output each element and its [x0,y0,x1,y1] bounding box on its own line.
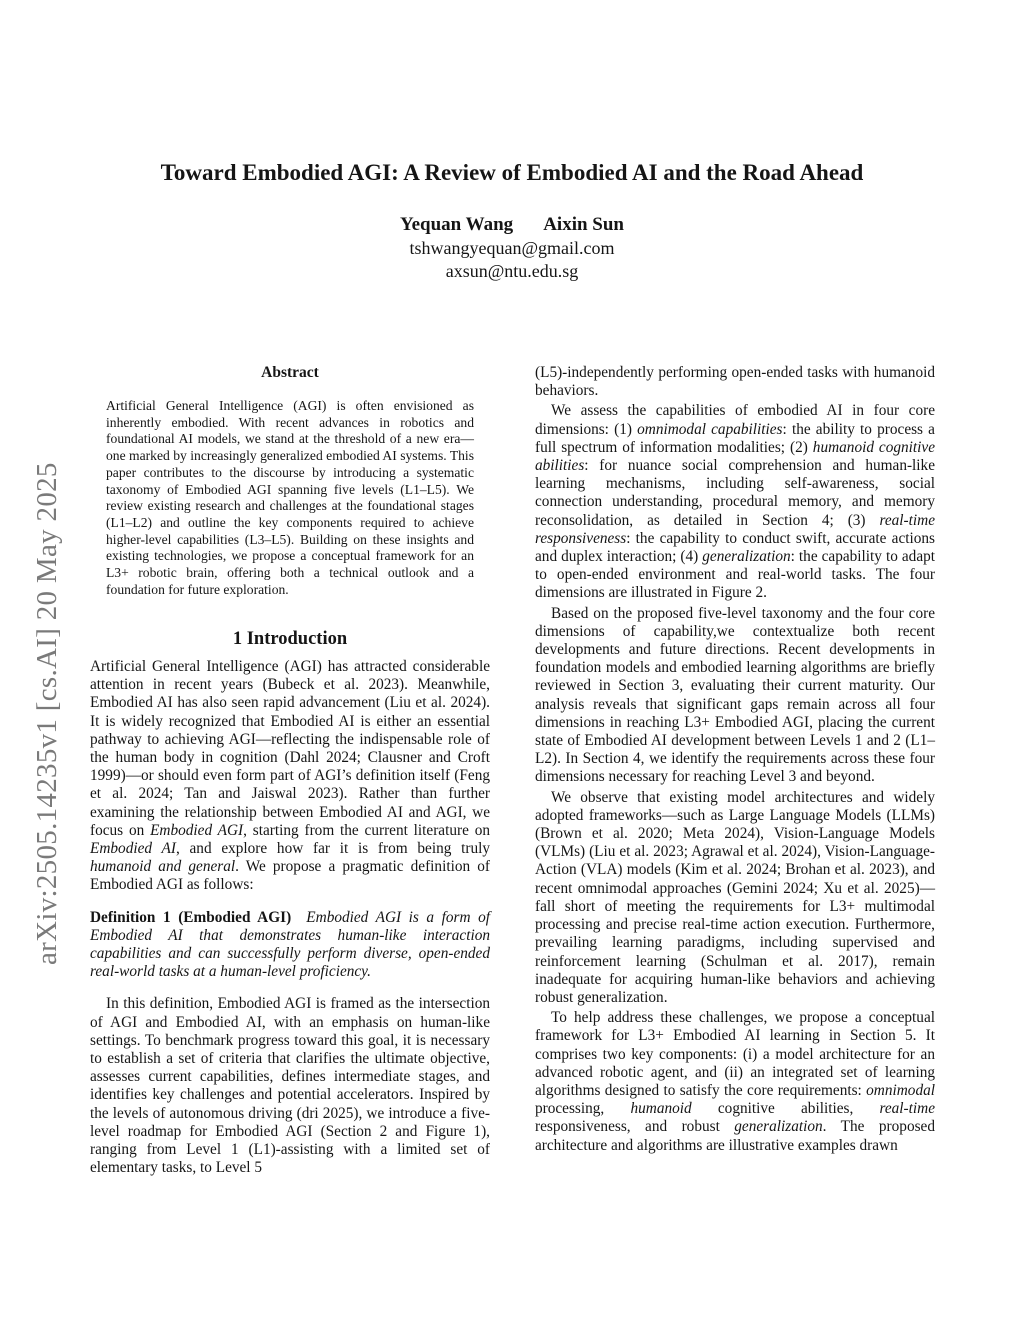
definition-label: Definition 1 (Embodied AGI) [90,908,292,926]
definition-block [90,909,490,982]
left-column [90,658,490,1177]
author-name: Aixin Sun [543,214,624,235]
body-paragraph: Based on the proposed five-level taxonomy and the four core dimensions of capability,we contextualize both recent developments and future directions. Recent developments in foundation models and embodied learning algorithms are briefly reviewed in Section 3, evaluating their current maturity. Our analysis reveals that significant gaps remain across all four dimensions in reaching L3+ Embodied AGI, placing the current state of Embodied AI development between Levels 1 and 2 (L1–L2). In Section 4, we identify the requirements across these four dimensions necessary for reaching Level 3 and beyond. [535,604,935,786]
intro-paragraph: Artificial General Intelligence (AGI) has attracted considerable attention in recent years (Bubeck et al. 2023). Meanwhile, Embodied AI has also seen rapid advancement (Liu et al. 2024). It is widely recognized that Embodied AI is either an essential pathway to achieving AGI—reflecting the indispensable role of the human body in cognition (Dahl 2024; Clausner and Croft 1999)—or should even form part of AGI’s definition itself (Feng et al. 2024; Tan and Jaiswal 2023). Rather than further examining the relationship between Embodied AI and AGI, we focus on Embodied AGI, starting from the current literature on Embodied AI, and explore how far it is from being truly humanoid and general. We propose a pragmatic definition of Embodied AGI as follows: [90,658,490,894]
author-list [0,214,1024,236]
intro-paragraph: In this definition, Embodied AGI is framed as the intersection of AGI and Embodied AI, with an emphasis on human-like settings. To benchmark progress toward this goal, it is necessary to establish a set of criteria that clarifies the ultimate objective, assesses current capabilities, defines intermediate stages, and identifies key challenges and potential accelerators. Inspired by the levels of autonomous driving (dri 2025), we introduce a five-level roadmap for Embodied AGI (Section 2 and Figure 1), ranging from Level 1 (L1)-assisting with a limited set of elementary tasks, to Level 5 [90,995,490,1177]
body-paragraph: (L5)-independently performing open-ended tasks with humanoid behaviors. [535,364,935,400]
author-email: axsun@ntu.edu.sg [445,261,579,281]
body-paragraph: We observe that existing model architectures and widely adopted frameworks—such as Large Language Models (LLMs) (Brown et al. 2020; Meta 2024), Vision-Language Models (VLMs) (Liu et al. 2023; Agrawal et al. 2024), Vision-Language-Action (VLA) models (Kim et al. 2024; Brohan et al. 2023), and recent omnimodal approaches (Gemini 2024; Xu et al. 2025)—fall short of meeting the requirements for L3+ multimodal processing and precise real-time action execution. Furthermore, prevailing learning paradigms, including supervised and reinforcement learning (Schulman et al. 2017), remain inadequate for acquiring human-like behaviors and achieving robust generalization. [535,788,935,1006]
abstract-heading: Abstract [261,364,319,381]
author-email: tshwangyequan@gmail.com [409,238,615,258]
arxiv-stamp: arXiv:2505.14235v1 [cs.AI] 20 May 2025 [31,462,63,965]
paper-title: Toward Embodied AGI: A Review of Embodied AI and the Road Ahead [160,160,864,185]
abstract-text: Artificial General Intelligence (AGI) is often envisioned as inherently embodied. With recent advances in robotics and foundational AI models, we stand at the threshold of a new era—one marked by increasingly generalized embodied AI systems. This paper contributes to the discourse by introducing a systematic taxonomy of Embodied AGI spanning five levels (L1–L5). We review existing research and challenges at the foundational stages (L1–L2) and outline the key components required to achieve higher-level capabilities (L3–L5). Building on these insights and existing technologies, we propose a conceptual framework for an L3+ robotic brain, offering both a technical outlook and a foundation for future exploration. [106,398,474,597]
body-paragraph: To help address these challenges, we propose a conceptual framework for L3+ Embodied AI learning in Section 5. It comprises two key components: (i) a model architecture for an advanced robotic agent, and (ii) an integrated set of learning algorithms designed to satisfy the core requirements: omnimodal processing, humanoid cognitive abilities, real-time responsiveness, and robust generalization. The proposed architecture and algorithms are illustrative examples drawn [535,1009,935,1154]
author-name: Yequan Wang [400,214,514,235]
right-column [535,364,935,1155]
body-paragraph: We assess the capabilities of embodied AI in four core dimensions: (1) omnimodal capabilities: the ability to process a full spectrum of information modalities; (2) humanoid cognitive abilities: for nuance social comprehension and human-like learning mechanisms, including self-awareness, social connection understanding, procedural memory, and memory reconsolidation, as detailed in Section 4; (3) real-time responsiveness: the capability to conduct swift, accurate actions and duplex interaction; (4) generalization: the capability to adapt to open-ended environment and real-world tasks. The four dimensions are illustrated in Figure 2. [535,402,936,602]
section-heading-introduction: 1 Introduction [232,629,348,649]
definition-text: Embodied AGI is a form of Embodied AI that demonstrates human-like interaction capabilities and can successfully perform diverse, open-ended real-world tasks at a human-level proficiency. [90,908,490,981]
